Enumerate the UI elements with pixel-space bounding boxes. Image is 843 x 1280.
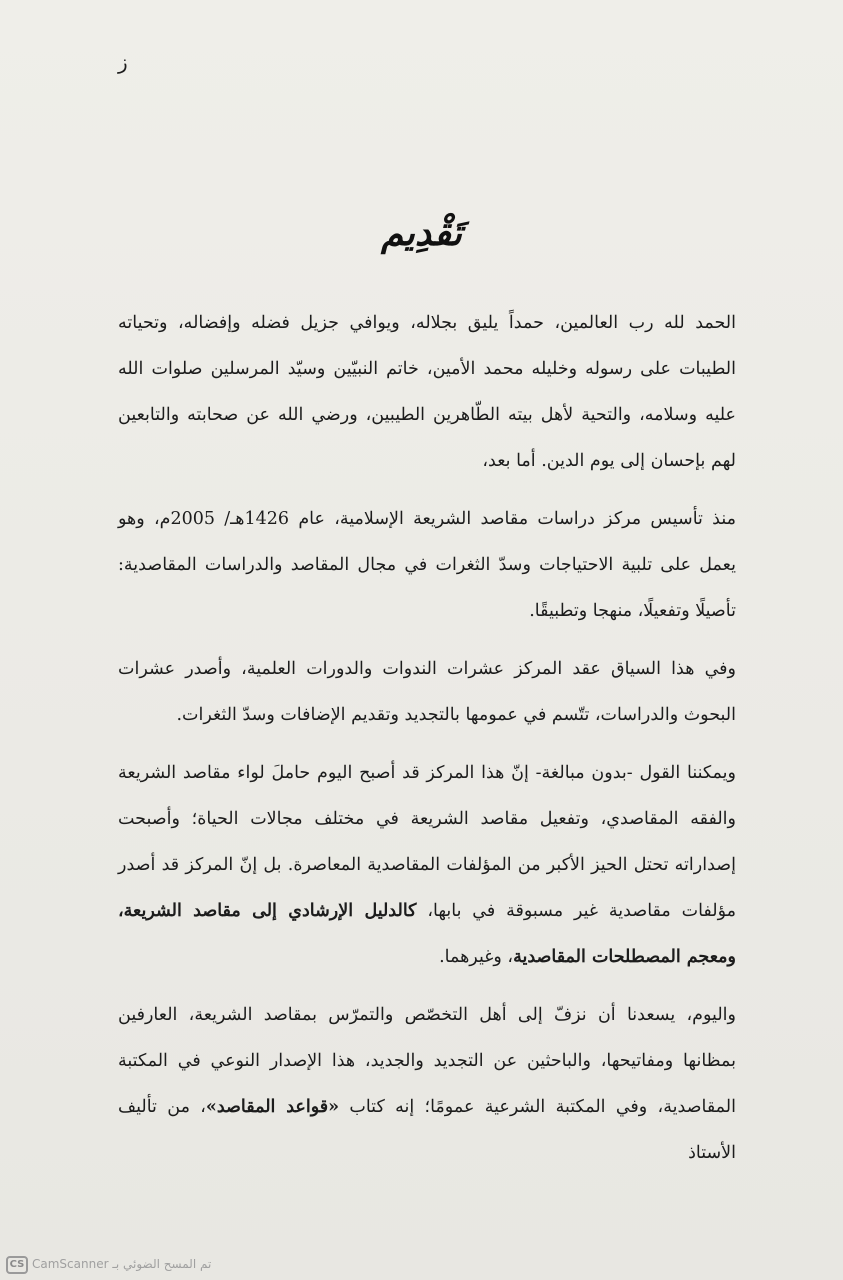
camscanner-text: تم المسح الضوئي بـ CamScanner	[32, 1257, 212, 1271]
paragraph-1	[118, 300, 736, 484]
paragraph-5-text-c: ، من تأليف الأستاذ	[118, 1097, 736, 1163]
camscanner-logo-icon: CS	[6, 1256, 28, 1274]
paragraph-2-text: منذ تأسيس مركز دراسات مقاصد الشريعة الإسلامية، عام 1426هـ/ 2005م، وهو يعمل على تلبية الاحتياجات وسدّ الثغرات في مجال المقاصد والدراسات المقاصدية: تأصيلًا وتفعيلًا، منهجا وتطبيقًا.	[118, 509, 736, 621]
paragraph-4-text-a: ويمكننا القول -بدون مبالغة- إنّ هذا المركز قد أصبح اليوم حاملَ لواء مقاصد الشريعة والفقه المقاصدي، وتفعيل مقاصد الشريعة في مختلف مجالات الحياة؛ وأصبحت إصداراته تحتل الحيز الأكبر من المؤلفات المقاصدية المعاصرة. بل إنّ المركز قد أصدر مؤلفات مقاصدية غير مسبوقة في بابها،	[118, 763, 737, 921]
scanner-watermark	[0, 1252, 843, 1280]
paragraph-5-book-title: «قواعد المقاصد»	[205, 1097, 340, 1117]
paragraph-5	[118, 992, 736, 1176]
body-text	[118, 300, 736, 1188]
paragraph-4	[118, 750, 736, 980]
page-number: ز	[118, 50, 128, 74]
section-heading: تَقْدِيم	[380, 212, 463, 254]
paragraph-2	[118, 496, 736, 634]
paragraph-1-text: الحمد لله رب العالمين، حمداً يليق بجلاله، ويوافي جزيل فضله وإفضاله، وتحياته الطيبات على رسوله وخليله محمد الأمين، خاتم النبيّين وسيّد المرسلين صلوات الله عليه وسلامه، والتحية لأهل بيته الطّاهرين الطيبين، ورضي الله عن صحابته والتابعين لهم بإحسان إلى يوم الدين. أما بعد،	[118, 313, 736, 471]
paragraph-4-bold-titles: كالدليل الإرشادي إلى مقاصد الشريعة، ومعجم المصطلحات المقاصدية	[118, 901, 736, 967]
paragraph-3	[118, 646, 736, 738]
paragraph-3-text: وفي هذا السياق عقد المركز عشرات الندوات والدورات العلمية، وأصدر عشرات البحوث والدراسات، تتّسم في عمومها بالتجديد وتقديم الإضافات وسدّ الثغرات.	[118, 659, 736, 725]
paragraph-5-text-a: واليوم، يسعدنا أن نزفّ إلى أهل التخصّص والتمرّس بمقاصد الشريعة، العارفين بمظانها ومفاتيحها، والباحثين عن التجديد والجديد، هذا الإصدار النوعي في المكتبة المقاصدية، وفي المكتبة الشرعية عمومًا؛ إنه كتاب	[118, 1005, 736, 1117]
paragraph-4-text-c: ، وغيرهما.	[439, 947, 514, 967]
